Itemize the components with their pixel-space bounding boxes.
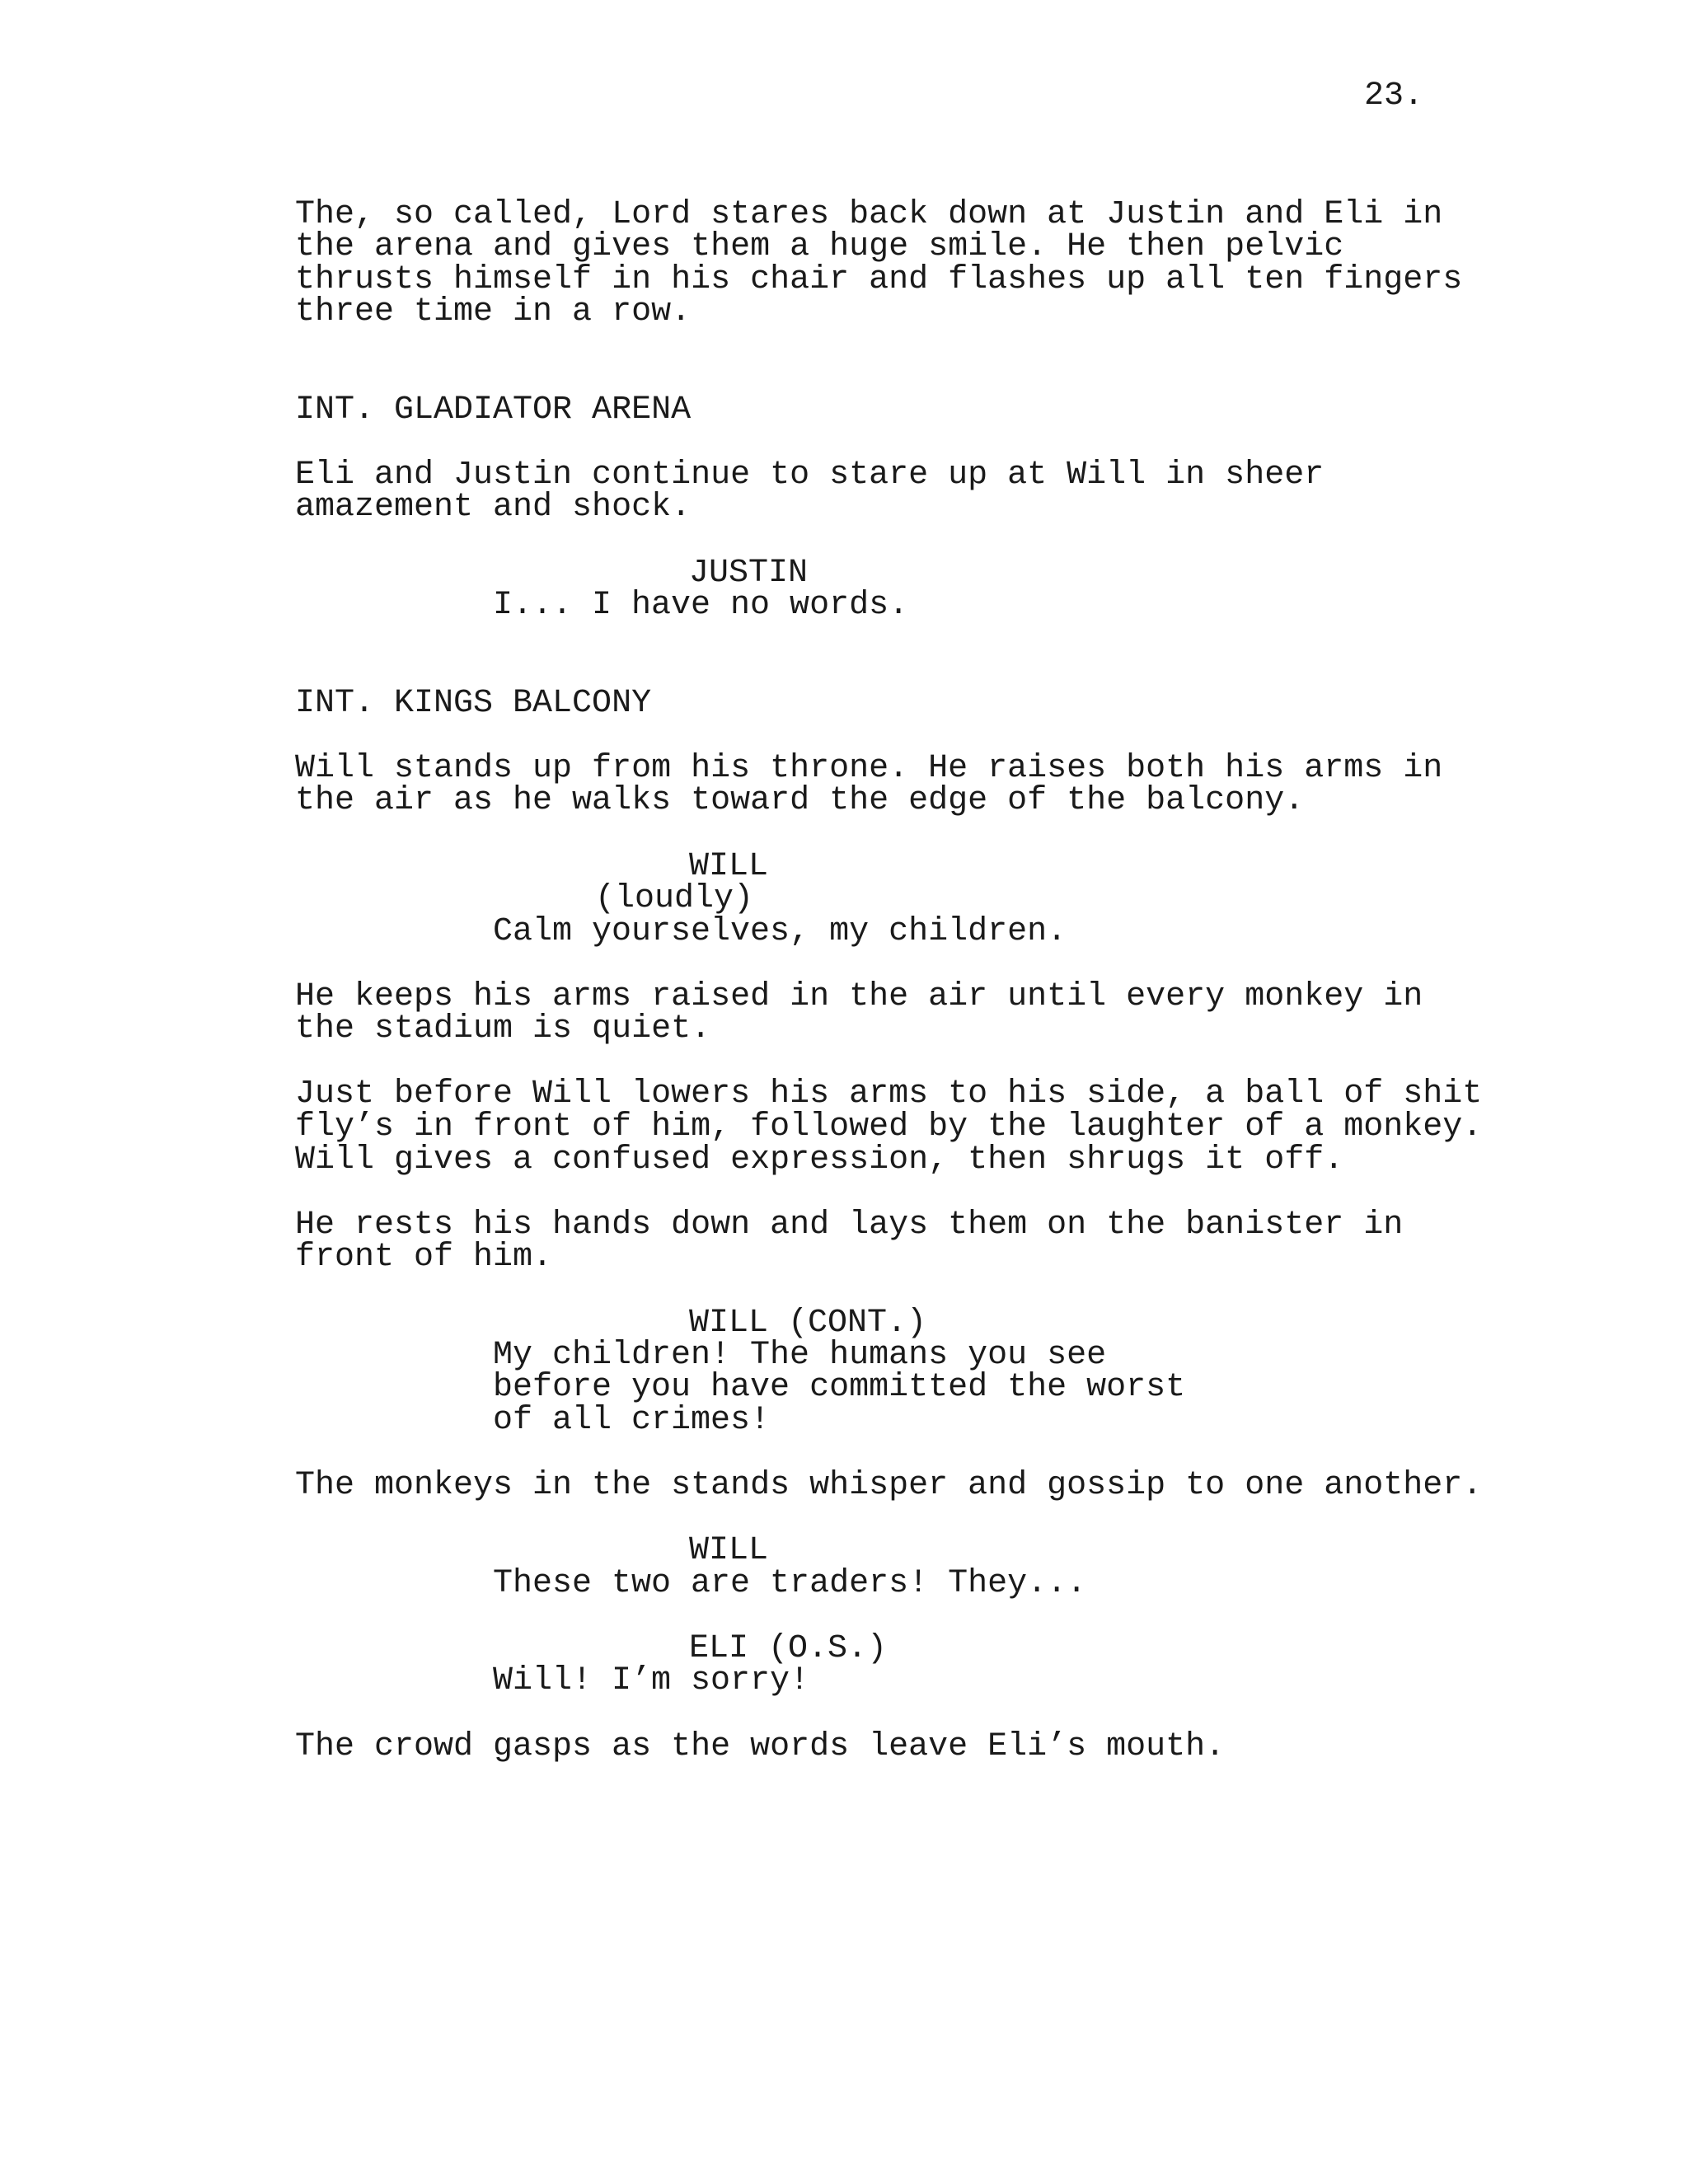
dialogue-line: of all crimes! (493, 1402, 771, 1439)
action-line: three time in a row. (295, 293, 692, 330)
dialogue-line: My children! The humans you see (493, 1337, 1107, 1374)
action-line: front of him. (295, 1239, 553, 1276)
parenthetical: (loudly) (595, 880, 754, 917)
dialogue-line: I... I have no words. (493, 587, 909, 624)
action-line: He rests his hands down and lays them on the banister in (295, 1207, 1404, 1244)
action-line: the stadium is quiet. (295, 1010, 711, 1047)
action-line: amazement and shock. (295, 489, 692, 526)
action-line: Will gives a confused expression, then shrugs it off. (295, 1141, 1344, 1179)
dialogue-line: Calm yourselves, my children. (493, 913, 1067, 950)
action-line: The crowd gasps as the words leave Eli’s mouth. (295, 1728, 1226, 1765)
character-name: WILL (CONT.) (689, 1305, 927, 1342)
dialogue-line: Will! I’m sorry! (493, 1662, 810, 1699)
action-line: He keeps his arms raised in the air until every monkey in (295, 978, 1423, 1015)
character-name: ELI (O.S.) (689, 1630, 888, 1667)
action-line: Just before Will lowers his arms to his side, a ball of shit (295, 1076, 1483, 1113)
character-name: WILL (689, 1532, 769, 1569)
character-name: JUSTIN (689, 555, 809, 592)
action-line: The, so called, Lord stares back down at Justin and Eli in (295, 196, 1443, 233)
action-line: Eli and Justin continue to stare up at Will in sheer (295, 457, 1325, 494)
dialogue-line: before you have committed the worst (493, 1369, 1186, 1406)
scene-heading: INT. GLADIATOR ARENA (295, 391, 692, 429)
action-line: The monkeys in the stands whisper and gossip to one another. (295, 1467, 1483, 1504)
action-line: the air as he walks toward the edge of the balcony. (295, 782, 1305, 819)
action-line: Will stands up from his throne. He raises both his arms in (295, 750, 1443, 787)
action-line: the arena and gives them a huge smile. He then pelvic (295, 228, 1344, 265)
action-line: fly’s in front of him, followed by the laughter of a monkey. (295, 1108, 1483, 1146)
page-number: 23. (1364, 77, 1424, 115)
dialogue-line: These two are traders! They... (493, 1565, 1087, 1602)
character-name: WILL (689, 848, 769, 885)
scene-heading: INT. KINGS BALCONY (295, 685, 652, 722)
action-line: thrusts himself in his chair and flashes up all ten fingers (295, 261, 1463, 298)
